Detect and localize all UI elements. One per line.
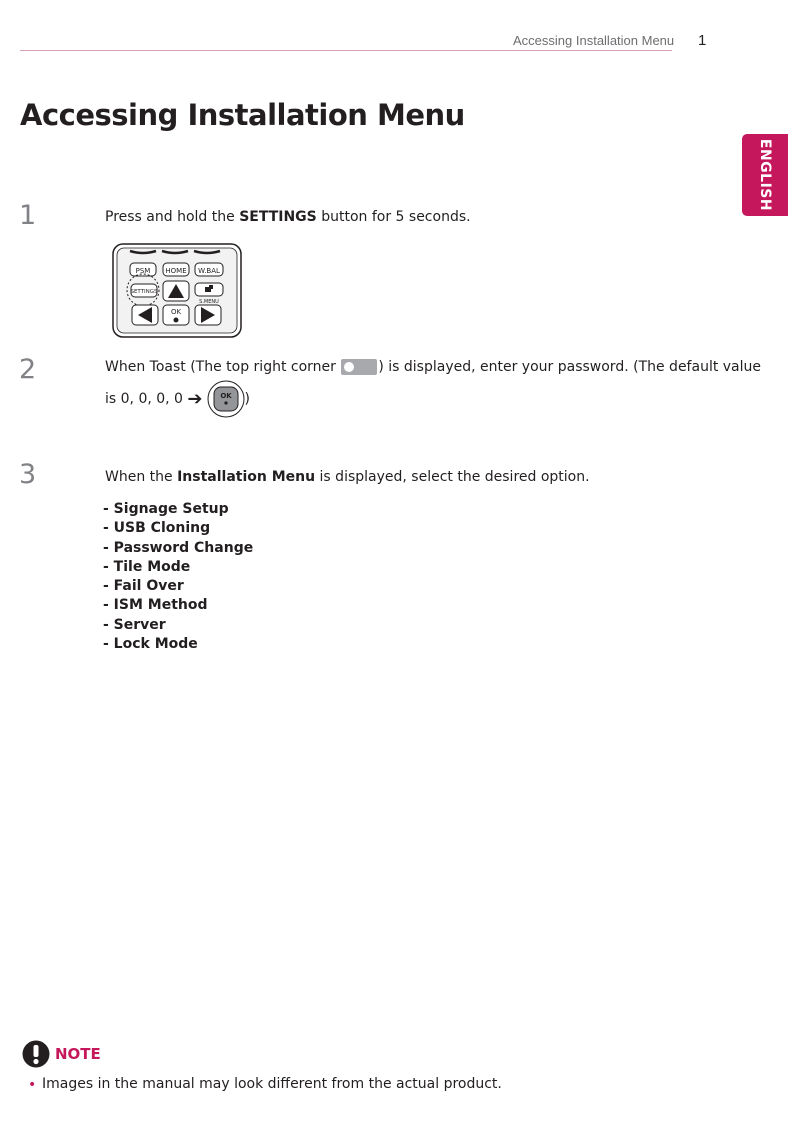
remote-smenu-label: S.MENU xyxy=(199,299,219,305)
list-item: - Lock Mode xyxy=(103,636,198,653)
running-header-title: Accessing Installation Menu xyxy=(513,33,675,48)
ok-button-icon xyxy=(207,380,245,418)
list-item: - Password Change xyxy=(103,539,254,556)
list-item: - Tile Mode xyxy=(103,558,191,575)
step-3-text: When the Installation Menu is displayed, select the desired option. xyxy=(105,469,590,485)
note-label: NOTE xyxy=(55,1045,101,1063)
exclamation-icon xyxy=(22,1040,50,1068)
header-divider xyxy=(20,50,672,51)
page-title: Accessing Installation Menu xyxy=(20,98,465,132)
arrow-right-icon: ➔ xyxy=(187,388,203,410)
note-text: Images in the manual may look different from the actual product. xyxy=(42,1076,502,1092)
language-tab-label: ENGLISH xyxy=(757,138,773,212)
step-2-number: 2 xyxy=(19,354,37,385)
remote-home-label: HOME xyxy=(165,267,187,275)
list-item: - ISM Method xyxy=(103,597,208,614)
language-tab xyxy=(742,134,788,216)
list-item: - Signage Setup xyxy=(103,501,229,517)
ok-button-label: OK xyxy=(219,392,232,400)
step-2-text-line-1: When Toast (The top right corner ) is displayed, enter your password. (The default value xyxy=(105,359,762,375)
list-item: - Fail Over xyxy=(103,578,184,595)
step-1-number: 1 xyxy=(19,200,37,231)
remote-control-illustration xyxy=(112,243,242,338)
remote-psm-label: PSM xyxy=(135,267,151,275)
toast-icon xyxy=(341,359,377,375)
remote-wbal-label: W.BAL xyxy=(198,267,220,275)
page-number: 1 xyxy=(698,32,707,49)
remote-settings-label: SETTINGS xyxy=(130,289,158,295)
step-2-text-line-2: is 0, 0, 0, 0 ➔ OK ) xyxy=(105,380,250,418)
remote-ok-label: OK xyxy=(170,308,182,316)
list-item: - Server xyxy=(103,616,166,633)
step-3-number: 3 xyxy=(19,459,37,490)
list-item: - USB Cloning xyxy=(103,520,211,537)
note-bullet: • xyxy=(28,1077,37,1093)
step-1-text: Press and hold the SETTINGS button for 5 seconds. xyxy=(105,209,471,225)
installation-options-list xyxy=(103,500,253,654)
